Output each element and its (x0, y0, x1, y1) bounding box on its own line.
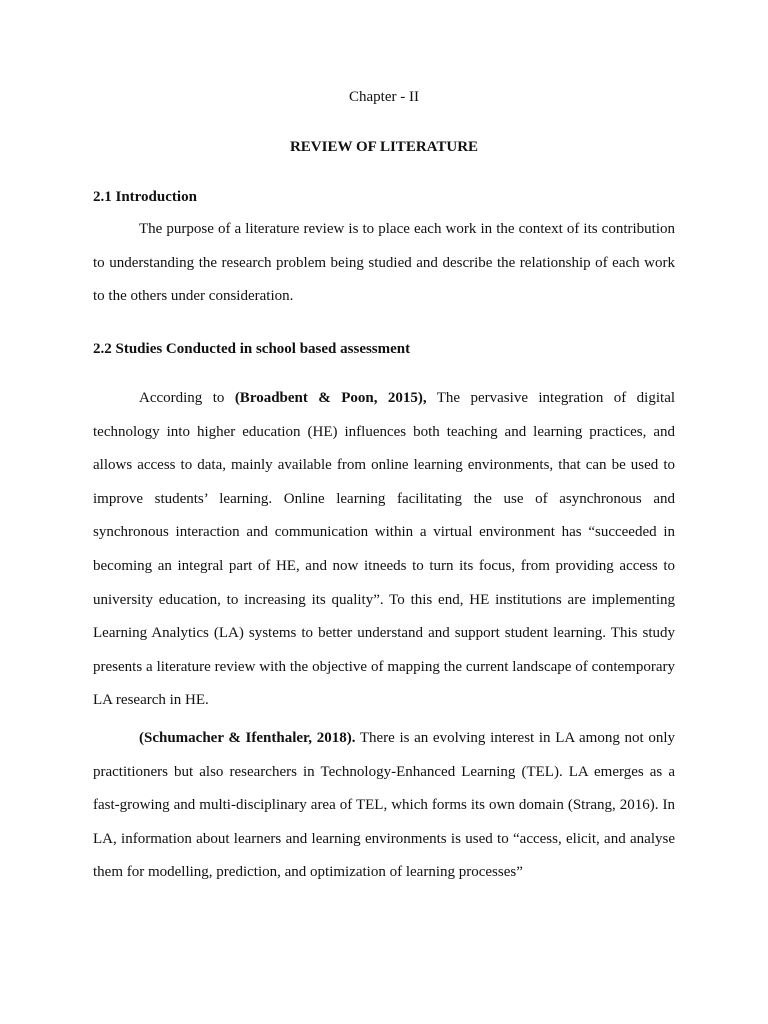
chapter-label: Chapter - II (349, 89, 419, 105)
citation-schumacher-ifenthaler: (Schumacher & Ifenthaler, 2018). (139, 730, 356, 746)
paragraph-body: There is an evolving interest in LA among not only practitioners but also researchers in Technology-Enhanced Learning (TEL). LA emerges as a fast-growing and multi-disciplinary area of TEL, which forms its own domain (Strang, 2016). In LA, information about learners and learning environments is used to “access, elicit, and analyse them for modelling, prediction, and optimization of learning processes” (93, 730, 675, 881)
studies-paragraph-1 (93, 382, 675, 718)
section-heading-studies: 2.2 Studies Conducted in school based assessment (93, 341, 411, 357)
studies-paragraph-2 (93, 722, 675, 890)
chapter-title: REVIEW OF LITERATURE (289, 139, 479, 155)
section-heading-introduction: 2.1 Introduction (93, 189, 197, 205)
citation-broadbent-poon: (Broadbent & Poon, 2015), (234, 390, 427, 406)
paragraph-body: The pervasive integration of digital technology into higher education (HE) influences both teaching and learning practices, and allows access to data, mainly available from online learning environments, that can be used to improve students’ learning. Online learning facilitating the use of asynchronous and synchronous interaction and communication within a virtual environment has “succeeded in becoming an integral part of HE, and now itneeds to turn its focus, from providing access to university education, to increasing its quality”. To this end, HE institutions are implementing Learning Analytics (LA) systems to better understand and support student learning. This study presents a literature review with the objective of mapping the current landscape of contemporary LA research in HE. (93, 390, 676, 709)
introduction-paragraph: The purpose of a literature review is to place each work in the context of its contribution to understanding the research problem being studied and describe the relationship of each work to the others under consideration. (93, 221, 675, 305)
paragraph-lead: According to (139, 390, 235, 406)
